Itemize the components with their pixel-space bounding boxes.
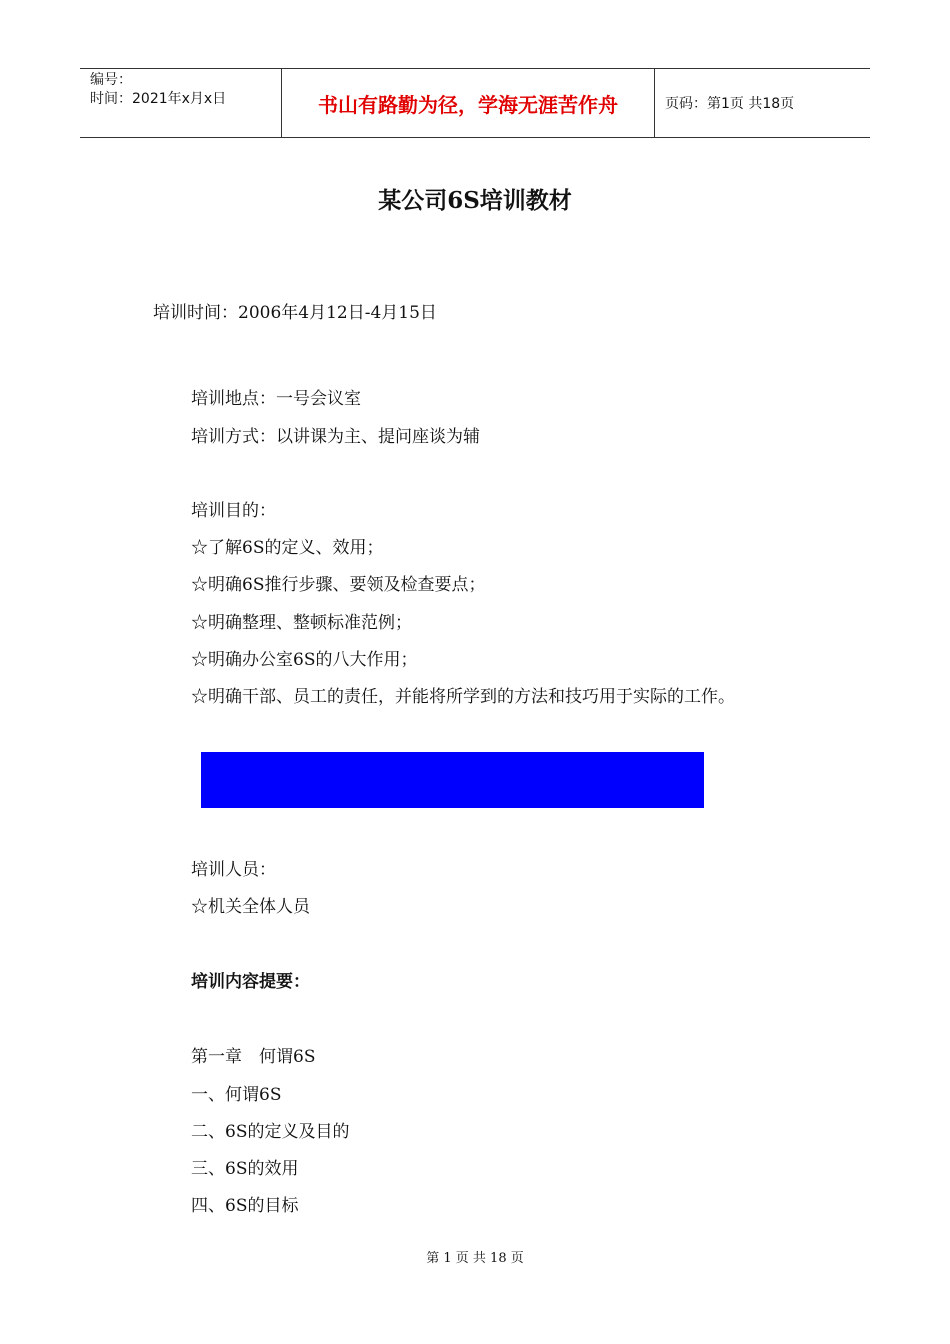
page-header [80, 68, 870, 138]
section-item: 二、6S的定义及目的 [191, 1122, 350, 1142]
section-item: 三、6S的效用 [191, 1159, 299, 1179]
objective-item: ☆明确办公室6S的八大作用； [191, 650, 418, 670]
section-item: 一、何谓6S [191, 1085, 282, 1105]
objective-item: ☆了解6S的定义、效用； [191, 538, 384, 558]
objective-item: ☆明确6S推行步骤、要领及检查要点； [191, 575, 486, 595]
objective-item: ☆明确整理、整顿标准范例； [191, 613, 412, 633]
training-method: 培训方式：以讲课为主、提问座谈为辅 [191, 427, 480, 447]
objective-item: ☆明确干部、员工的责任，并能将所学到的方法和技巧用于实际的工作。 [191, 687, 735, 707]
training-time: 培训时间：2006年4月12日-4月15日 [153, 303, 437, 323]
page-footer: 第 1 页 共 18 页 [426, 1251, 524, 1266]
section-item: 四、6S的目标 [191, 1196, 299, 1216]
header-motto: 书山有路勤为径，学海无涯苦作舟 [281, 69, 655, 137]
training-place: 培训地点：一号会议室 [191, 389, 361, 409]
header-page-label: 页码：第1页 共18页 [665, 96, 795, 112]
personnel-item: ☆机关全体人员 [191, 897, 310, 917]
blue-banner [201, 752, 704, 808]
document-time-label: 时间：2021年x月x日 [90, 91, 227, 107]
objectives-heading: 培训目的： [191, 501, 276, 521]
summary-heading: 培训内容提要： [191, 972, 310, 992]
personnel-heading: 培训人员： [191, 860, 276, 880]
document-title: 某公司6S培训教材 [378, 187, 572, 214]
chapter-heading: 第一章 何谓6S [191, 1047, 316, 1067]
document-number-label: 编号： [90, 72, 132, 88]
header-meta [80, 69, 280, 137]
